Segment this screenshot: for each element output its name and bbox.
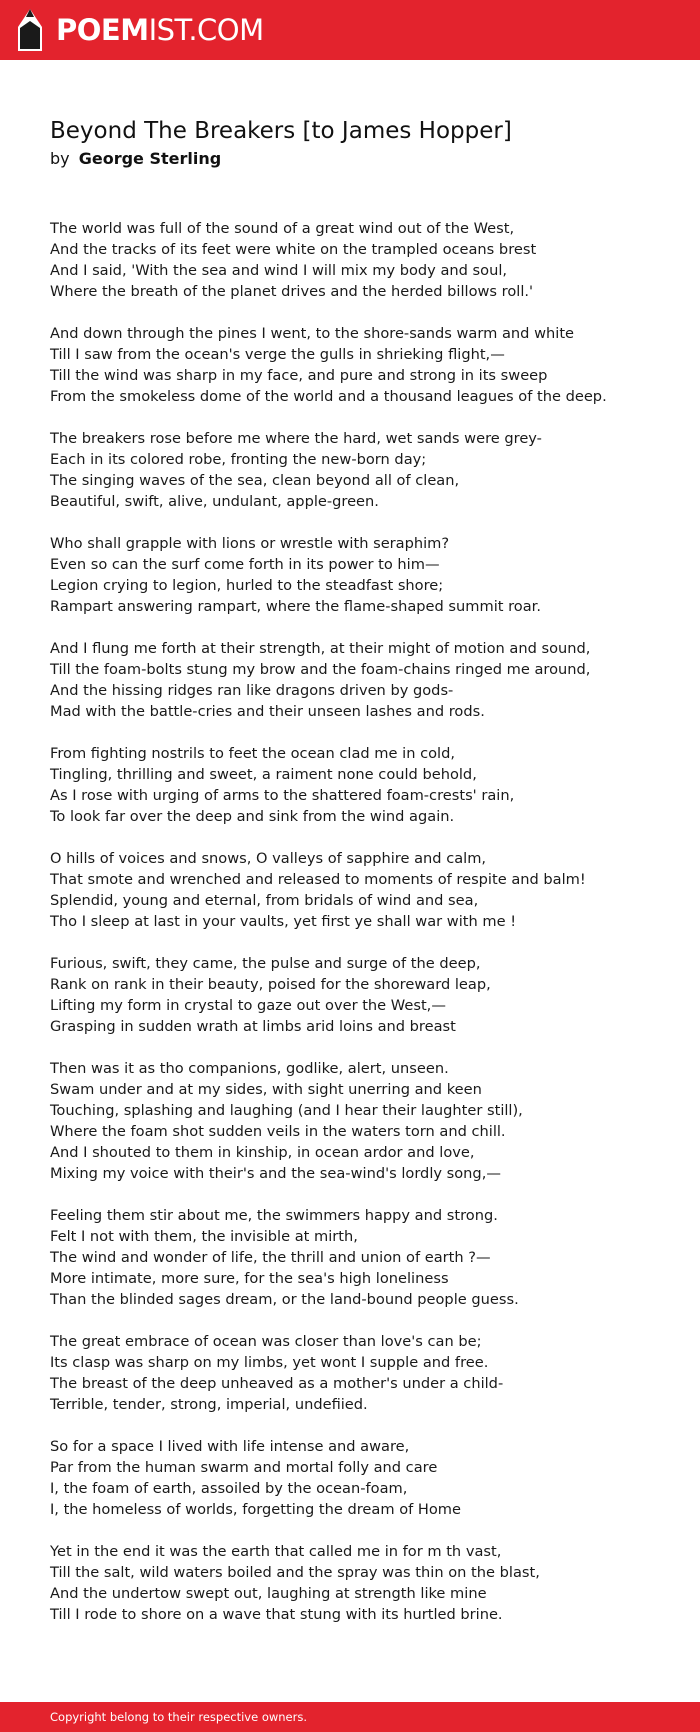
site-header <box>0 0 700 60</box>
poem-line: Till I saw from the ocean's verge the gulls in shrieking flight,— <box>50 346 505 363</box>
poem-line: And the tracks of its feet were white on the trampled oceans brest <box>50 241 537 258</box>
poem-line: More intimate, more sure, for the sea's high loneliness <box>50 1270 449 1287</box>
site-logo-link[interactable] <box>18 9 264 51</box>
poem-line: The world was full of the sound of a great wind out of the West, <box>50 220 515 237</box>
poem-line: To look far over the deep and sink from the wind again. <box>50 808 455 825</box>
poem-stanza <box>50 953 670 1037</box>
poem-line: Till I rode to shore on a wave that stung with its hurtled brine. <box>50 1606 503 1623</box>
poem-line: Touching, splashing and laughing (and I hear their laughter still), <box>50 1102 523 1119</box>
poem-line: Tingling, thrilling and sweet, a raiment none could behold, <box>50 766 477 783</box>
poem-line: Furious, swift, they came, the pulse and surge of the deep, <box>50 955 481 972</box>
poem-line: Rampart answering rampart, where the flame-shaped summit roar. <box>50 598 541 615</box>
poem-title: Beyond The Breakers [to James Hopper] <box>50 118 512 144</box>
poem-line: Tho I sleep at last in your vaults, yet first ye shall war with me ! <box>50 913 517 930</box>
poem-line: Than the blinded sages dream, or the land-bound people guess. <box>50 1291 519 1308</box>
poem-line: The wind and wonder of life, the thrill and union of earth ?— <box>50 1249 491 1266</box>
poem-stanza <box>50 533 670 617</box>
poem-line: Mad with the battle-cries and their unseen lashes and rods. <box>50 703 485 720</box>
poem-line: And the undertow swept out, laughing at strength like mine <box>50 1585 487 1602</box>
poem-byline <box>50 147 221 171</box>
poem-line: Where the breath of the planet drives and the herded billows roll.' <box>50 283 534 300</box>
brand-light: IST.COM <box>148 12 264 47</box>
poem-line: Even so can the surf come forth in its power to him— <box>50 556 440 573</box>
poem-line: Who shall grapple with lions or wrestle with seraphim? <box>50 535 450 552</box>
poem-line: From the smokeless dome of the world and a thousand leagues of the deep. <box>50 388 607 405</box>
site-footer <box>0 1702 700 1732</box>
poem-line: Terrible, tender, strong, imperial, undefiied. <box>50 1396 368 1413</box>
poem-line: Swam under and at my sides, with sight unerring and keen <box>50 1081 482 1098</box>
poem-stanza <box>50 743 670 827</box>
pencil-logo-icon <box>18 9 42 51</box>
brand-wordmark <box>56 12 264 47</box>
poem-line: As I rose with urging of arms to the shattered foam-crests' rain, <box>50 787 515 804</box>
poem-line: Rank on rank in their beauty, poised for the shoreward leap, <box>50 976 491 993</box>
poem-line: And I flung me forth at their strength, at their might of motion and sound, <box>50 640 591 657</box>
poem-line: And the hissing ridges ran like dragons driven by gods- <box>50 682 454 699</box>
poem-line: The breakers rose before me where the hard, wet sands were grey- <box>50 430 542 447</box>
poem-stanza <box>50 1436 670 1520</box>
poem-line: I, the homeless of worlds, forgetting the dream of Home <box>50 1501 462 1518</box>
poem-line: Legion crying to legion, hurled to the steadfast shore; <box>50 577 444 594</box>
poem-line: That smote and wrenched and released to moments of respite and balm! <box>50 871 586 888</box>
poem-line: O hills of voices and snows, O valleys of sapphire and calm, <box>50 850 487 867</box>
poem-line: And down through the pines I went, to the shore-sands warm and white <box>50 325 575 342</box>
poem-stanza <box>50 428 670 512</box>
poem-line: Felt I not with them, the invisible at mirth, <box>50 1228 358 1245</box>
poem-line: Feeling them stir about me, the swimmers happy and strong. <box>50 1207 498 1224</box>
poem-stanza <box>50 1331 670 1415</box>
poem-stanza <box>50 1205 670 1310</box>
poem-line: Yet in the end it was the earth that called me in for m th vast, <box>50 1543 502 1560</box>
poem-line: So for a space I lived with life intense and aware, <box>50 1438 410 1455</box>
poem-line: Then was it as tho companions, godlike, alert, unseen. <box>50 1060 449 1077</box>
poem-line: Till the salt, wild waters boiled and the spray was thin on the blast, <box>50 1564 540 1581</box>
poem-line: Till the foam-bolts stung my brow and the foam-chains ringed me around, <box>50 661 591 678</box>
poem-line: Par from the human swarm and mortal folly and care <box>50 1459 438 1476</box>
poem-line: Splendid, young and eternal, from bridals of wind and sea, <box>50 892 479 909</box>
poem-line: Lifting my form in crystal to gaze out over the West,— <box>50 997 446 1014</box>
poem-line: The breast of the deep unheaved as a mother's under a child- <box>50 1375 504 1392</box>
poem-stanza <box>50 638 670 722</box>
poem-stanza <box>50 218 670 302</box>
poem-line: Each in its colored robe, fronting the new-born day; <box>50 451 427 468</box>
poem-line: From fighting nostrils to feet the ocean clad me in cold, <box>50 745 455 762</box>
copyright-text: Copyright belong to their respective owners. <box>50 1710 308 1724</box>
poem-body <box>50 218 670 1646</box>
poem-line: I, the foam of earth, assoiled by the ocean-foam, <box>50 1480 408 1497</box>
poem-line: Beautiful, swift, alive, undulant, apple-green. <box>50 493 379 510</box>
poem-stanza <box>50 323 670 407</box>
poem-stanza <box>50 1541 670 1625</box>
poem-line: Where the foam shot sudden veils in the waters torn and chill. <box>50 1123 506 1140</box>
poem-line: The singing waves of the sea, clean beyond all of clean, <box>50 472 460 489</box>
poem-line: Mixing my voice with their's and the sea-wind's lordly song,— <box>50 1165 501 1182</box>
poem-line: Its clasp was sharp on my limbs, yet wont I supple and free. <box>50 1354 489 1371</box>
poem-stanza <box>50 848 670 932</box>
poem-line: Till the wind was sharp in my face, and pure and strong in its sweep <box>50 367 548 384</box>
brand-bold: POEM <box>56 12 149 47</box>
poem-line: And I said, 'With the sea and wind I will mix my body and soul, <box>50 262 508 279</box>
poem-stanza <box>50 1058 670 1184</box>
poem-line: And I shouted to them in kinship, in ocean ardor and love, <box>50 1144 475 1161</box>
by-label: by <box>50 149 70 168</box>
poem-author[interactable]: George Sterling <box>78 149 222 168</box>
poem-line: The great embrace of ocean was closer than love's can be; <box>50 1333 482 1350</box>
poem-line: Grasping in sudden wrath at limbs arid loins and breast <box>50 1018 456 1035</box>
